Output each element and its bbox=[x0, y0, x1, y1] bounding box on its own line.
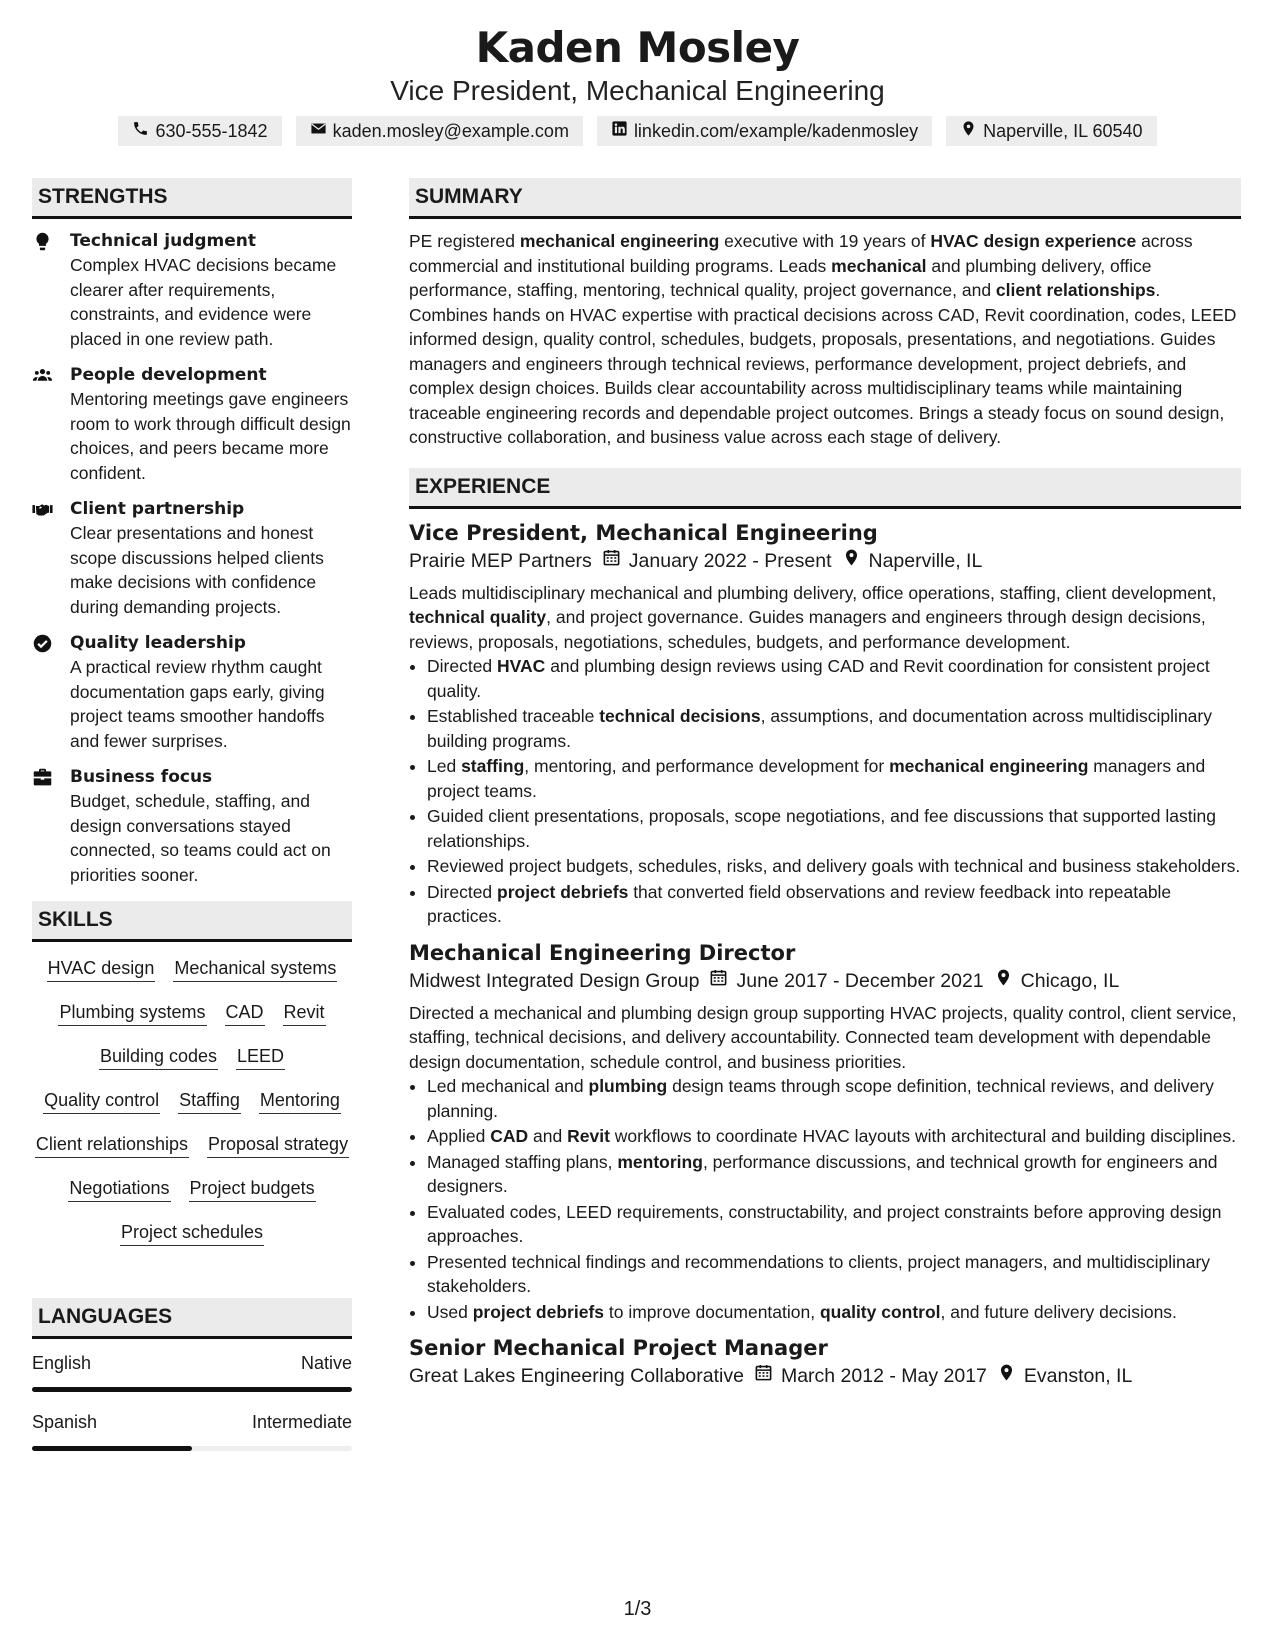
job-entry bbox=[409, 939, 1241, 1325]
location-pin-icon bbox=[842, 547, 861, 575]
job-bullet-text: Reviewed project budgets, schedules, risks, and delivery goals with technical and business stakeholders. bbox=[427, 856, 1241, 876]
language-proficiency-fill bbox=[32, 1387, 352, 1392]
calendar-icon bbox=[709, 967, 728, 995]
summary-emphasis: client relationships bbox=[995, 280, 1156, 300]
skill-tag: HVAC design bbox=[47, 956, 156, 982]
contact-linkedin[interactable] bbox=[597, 116, 932, 146]
contact-email[interactable] bbox=[296, 116, 583, 146]
calendar-icon bbox=[754, 1362, 773, 1390]
job-location bbox=[997, 1362, 1132, 1390]
job-bullet-text: , and future delivery decisions. bbox=[940, 1301, 1177, 1322]
job-bullets bbox=[409, 1074, 1241, 1324]
skill-tag: Building codes bbox=[99, 1044, 218, 1070]
contact-phone-text: 630-555-1842 bbox=[155, 121, 268, 141]
job-entry bbox=[409, 1334, 1241, 1390]
job-location-text: Evanston, IL bbox=[1023, 1365, 1133, 1387]
lightbulb-icon bbox=[32, 229, 56, 351]
experience-list bbox=[409, 519, 1241, 1391]
skill-tag: Quality control bbox=[43, 1088, 160, 1114]
job-bullet-text: Led bbox=[427, 756, 462, 776]
job-bullet-emphasis: project debriefs bbox=[497, 881, 629, 902]
job-bullet-text: managers and project teams. bbox=[427, 756, 1206, 801]
phone-icon bbox=[132, 119, 149, 143]
job-dates-text: June 2017 - December 2021 bbox=[736, 969, 984, 992]
job-bullet bbox=[427, 754, 1241, 803]
job-location bbox=[842, 547, 983, 575]
job-description bbox=[409, 581, 1241, 655]
language-level: Native bbox=[300, 1353, 352, 1373]
job-company: Midwest Integrated Design Group bbox=[409, 969, 700, 992]
language-row bbox=[32, 1351, 352, 1375]
job-bullet-text: Established traceable bbox=[427, 706, 600, 726]
contact-bar bbox=[0, 116, 1275, 146]
job-bullet bbox=[427, 1300, 1241, 1325]
skill-tag: Proposal strategy bbox=[207, 1132, 349, 1158]
skills-list bbox=[32, 952, 352, 1246]
language-proficiency-fill bbox=[32, 1446, 192, 1451]
people-icon bbox=[32, 363, 56, 485]
skill-tag: Mentoring bbox=[259, 1088, 341, 1114]
job-company: Great Lakes Engineering Collaborative bbox=[409, 1365, 744, 1387]
skill-tag: Staffing bbox=[178, 1088, 241, 1114]
job-title: Mechanical Engineering Director bbox=[409, 940, 796, 965]
contact-location-text: Naperville, IL 60540 bbox=[983, 121, 1143, 141]
job-description-emphasis: technical quality bbox=[409, 607, 547, 627]
language-row bbox=[32, 1410, 352, 1434]
strength-desc: Clear presentations and honest scope discussions helped clients make decisions with confidence during demanding projects. bbox=[70, 523, 324, 617]
linkedin-icon bbox=[611, 119, 628, 143]
skill-tag: Mechanical systems bbox=[173, 956, 337, 982]
job-description bbox=[409, 1001, 1241, 1075]
job-bullet-text: Applied bbox=[427, 1126, 491, 1146]
job-bullet-text: Led mechanical and bbox=[427, 1076, 589, 1096]
job-bullet bbox=[427, 854, 1241, 879]
resume-header bbox=[0, 0, 1275, 146]
skill-tag: Client relationships bbox=[35, 1132, 189, 1158]
summary-emphasis: HVAC design experience bbox=[930, 231, 1137, 251]
job-dates bbox=[602, 547, 832, 575]
job-bullet-text: Managed staffing plans, bbox=[427, 1151, 618, 1172]
skill-tag: Negotiations bbox=[68, 1176, 170, 1202]
job-bullet-emphasis: plumbing bbox=[588, 1076, 668, 1096]
job-bullet bbox=[427, 880, 1241, 929]
job-bullet bbox=[427, 704, 1241, 753]
location-pin-icon bbox=[960, 119, 977, 143]
job-entry bbox=[409, 519, 1241, 929]
email-icon bbox=[310, 119, 327, 143]
job-bullet-emphasis: quality control bbox=[819, 1301, 941, 1322]
job-bullet-emphasis: technical decisions bbox=[599, 706, 761, 726]
strength-title: Business focus bbox=[70, 767, 213, 787]
job-title: Vice President, Mechanical Engineering bbox=[409, 520, 878, 545]
strength-item bbox=[32, 631, 352, 753]
job-dates-text: March 2012 - May 2017 bbox=[780, 1365, 987, 1387]
skill-tag: LEED bbox=[236, 1044, 285, 1070]
page-number: 1/3 bbox=[623, 1598, 652, 1620]
job-location-text: Naperville, IL bbox=[868, 549, 983, 572]
strength-title: Client partnership bbox=[70, 499, 245, 519]
job-bullet-emphasis: CAD bbox=[490, 1126, 529, 1146]
language-proficiency-bar bbox=[32, 1387, 352, 1392]
job-title: Senior Mechanical Project Manager bbox=[409, 1336, 828, 1360]
job-bullet-emphasis: HVAC bbox=[497, 656, 546, 676]
skill-tag: Project schedules bbox=[120, 1220, 264, 1246]
check-circle-icon bbox=[32, 631, 56, 753]
strength-desc: Mentoring meetings gave engineers room to work through difficult design choices, and peers became more confident. bbox=[70, 389, 351, 483]
job-location-text: Chicago, IL bbox=[1020, 969, 1120, 992]
job-bullet bbox=[427, 1250, 1241, 1299]
skill-tag: Revit bbox=[283, 1000, 326, 1026]
job-bullet-text: Directed bbox=[427, 656, 498, 676]
summary-text bbox=[409, 229, 1241, 450]
strength-desc: Complex HVAC decisions became clearer after requirements, constraints, and evidence were placed in one review path. bbox=[70, 255, 337, 349]
summary-text: across commercial and institutional building programs. Leads bbox=[409, 231, 1193, 276]
job-bullet bbox=[427, 1150, 1241, 1199]
summary-emphasis: mechanical bbox=[831, 255, 927, 276]
skill-tag: CAD bbox=[225, 1000, 265, 1026]
job-dates bbox=[754, 1362, 987, 1390]
strength-desc: Budget, schedule, staffing, and design conversations stayed connected, so teams could act on priorities sooner. bbox=[70, 791, 331, 885]
job-dates-text: January 2022 - Present bbox=[628, 549, 832, 572]
experience-heading: EXPERIENCE bbox=[409, 468, 1241, 509]
strength-title: Technical judgment bbox=[70, 231, 257, 251]
job-bullet-text: and bbox=[528, 1126, 568, 1146]
job-meta bbox=[409, 967, 1241, 995]
job-meta bbox=[409, 1362, 1241, 1390]
location-pin-icon bbox=[994, 967, 1013, 995]
summary-text: PE registered bbox=[409, 231, 520, 251]
job-description-text: Leads multidisciplinary mechanical and plumbing delivery, office operations, staffing, client development, bbox=[409, 582, 1217, 603]
contact-phone[interactable] bbox=[118, 116, 281, 146]
job-bullet-text: , mentoring, and performance development for bbox=[524, 756, 890, 776]
summary-text: . Combines hands on HVAC expertise with practical decisions across CAD, Revit coordination, codes, LEED informed design, quality control, schedules, budgets, proposals, presentations, and negotiations. Guides managers and engineers through technical reviews, performance development, project debriefs, and complex design choices. Builds clear accountability across multidisciplinary teams while maintaining traceable engineering records and dependable project outcomes. Brings a steady focus on sound design, constructive collaboration, and business value across each stage of delivery. bbox=[409, 280, 1237, 447]
job-location bbox=[994, 967, 1120, 995]
job-bullet-emphasis: Revit bbox=[567, 1126, 610, 1146]
job-bullet-text: , assumptions, and documentation across multidisciplinary building programs. bbox=[427, 706, 1212, 751]
strength-item bbox=[32, 229, 352, 351]
strength-title: People development bbox=[70, 365, 267, 385]
skill-tag: Project budgets bbox=[189, 1176, 316, 1202]
job-bullet-emphasis: staffing bbox=[461, 756, 525, 776]
location-pin-icon bbox=[997, 1362, 1016, 1390]
summary-text: executive with 19 years of bbox=[719, 231, 931, 251]
job-bullet-text: Used bbox=[427, 1301, 473, 1322]
language-name: Spanish bbox=[32, 1412, 98, 1432]
job-bullet bbox=[427, 804, 1241, 853]
summary-emphasis: mechanical engineering bbox=[519, 231, 720, 251]
strength-desc: A practical review rhythm caught documentation gaps early, giving project teams smoother handoffs and fewer surprises. bbox=[70, 657, 325, 751]
job-meta bbox=[409, 547, 1241, 575]
job-bullet-text: Guided client presentations, proposals, scope negotiations, and fee discussions that supported lasting relationships. bbox=[427, 806, 1216, 851]
skill-tag: Plumbing systems bbox=[58, 1000, 206, 1026]
job-bullet-emphasis: project debriefs bbox=[472, 1301, 605, 1322]
left-column bbox=[32, 178, 352, 1469]
strength-title: Quality leadership bbox=[70, 633, 246, 653]
candidate-title: Vice President, Mechanical Engineering bbox=[390, 75, 885, 106]
contact-location[interactable] bbox=[946, 116, 1156, 146]
job-bullet-text: workflows to coordinate HVAC layouts with architectural and building disciplines. bbox=[609, 1126, 1236, 1146]
job-bullet-text: and plumbing design reviews using CAD and Revit coordination for consistent project quality. bbox=[427, 656, 1210, 701]
strength-item bbox=[32, 497, 352, 619]
job-bullets bbox=[409, 654, 1241, 929]
strengths-heading: STRENGTHS bbox=[32, 178, 352, 219]
summary-heading: SUMMARY bbox=[409, 178, 1241, 219]
job-bullet-text: to improve documentation, bbox=[604, 1301, 820, 1322]
job-bullet-text: Presented technical findings and recommendations to clients, project managers, and multidisciplinary stakeholders. bbox=[427, 1251, 1211, 1296]
candidate-name: Kaden Mosley bbox=[475, 23, 800, 72]
strengths-list bbox=[32, 229, 352, 887]
job-description-text: Directed a mechanical and plumbing design group supporting HVAC projects, quality control, client service, staffing, technical decisions, and delivery accountability. Connected team development with dependable design documentation, schedule control, and business priorities. bbox=[409, 1002, 1237, 1072]
job-company: Prairie MEP Partners bbox=[409, 549, 592, 572]
job-bullet bbox=[427, 1200, 1241, 1249]
contact-linkedin-text: linkedin.com/example/kadenmosley bbox=[633, 121, 919, 141]
language-name: English bbox=[32, 1353, 92, 1373]
job-bullet-text: design teams through scope definition, technical reviews, and delivery planning. bbox=[427, 1076, 1214, 1121]
language-proficiency-bar bbox=[32, 1446, 352, 1451]
summary-text: and plumbing delivery, office performance, staffing, mentoring, technical quality, project governance, and bbox=[409, 255, 1152, 300]
job-bullet-emphasis: mechanical engineering bbox=[889, 756, 1089, 776]
calendar-icon bbox=[602, 547, 621, 575]
languages-heading: LANGUAGES bbox=[32, 1298, 352, 1339]
languages-list bbox=[32, 1351, 352, 1451]
handshake-icon bbox=[32, 497, 56, 619]
strength-item bbox=[32, 765, 352, 887]
job-bullet-text: that converted field observations and review feedback into repeatable practices. bbox=[427, 881, 1172, 926]
briefcase-icon bbox=[32, 765, 56, 887]
strength-item bbox=[32, 363, 352, 485]
job-description-text: , and project governance. Guides managers and engineers through design decisions, reviews, proposals, negotiations, schedules, budgets, and performance development. bbox=[409, 607, 1206, 652]
right-column bbox=[409, 178, 1241, 1396]
contact-email-text: kaden.mosley@example.com bbox=[332, 121, 569, 141]
job-dates bbox=[709, 967, 983, 995]
job-bullet bbox=[427, 1074, 1241, 1123]
skills-heading: SKILLS bbox=[32, 901, 352, 942]
language-level: Intermediate bbox=[251, 1412, 352, 1432]
job-bullet-text: , performance discussions, and technical growth for engineers and designers. bbox=[427, 1151, 1218, 1196]
job-bullet bbox=[427, 1124, 1241, 1149]
job-bullet-emphasis: mentoring bbox=[617, 1151, 703, 1172]
job-bullet-text: Evaluated codes, LEED requirements, constructability, and project constraints before approving design approaches. bbox=[427, 1201, 1222, 1246]
job-bullet-text: Directed bbox=[427, 881, 498, 902]
job-bullet bbox=[427, 654, 1241, 703]
